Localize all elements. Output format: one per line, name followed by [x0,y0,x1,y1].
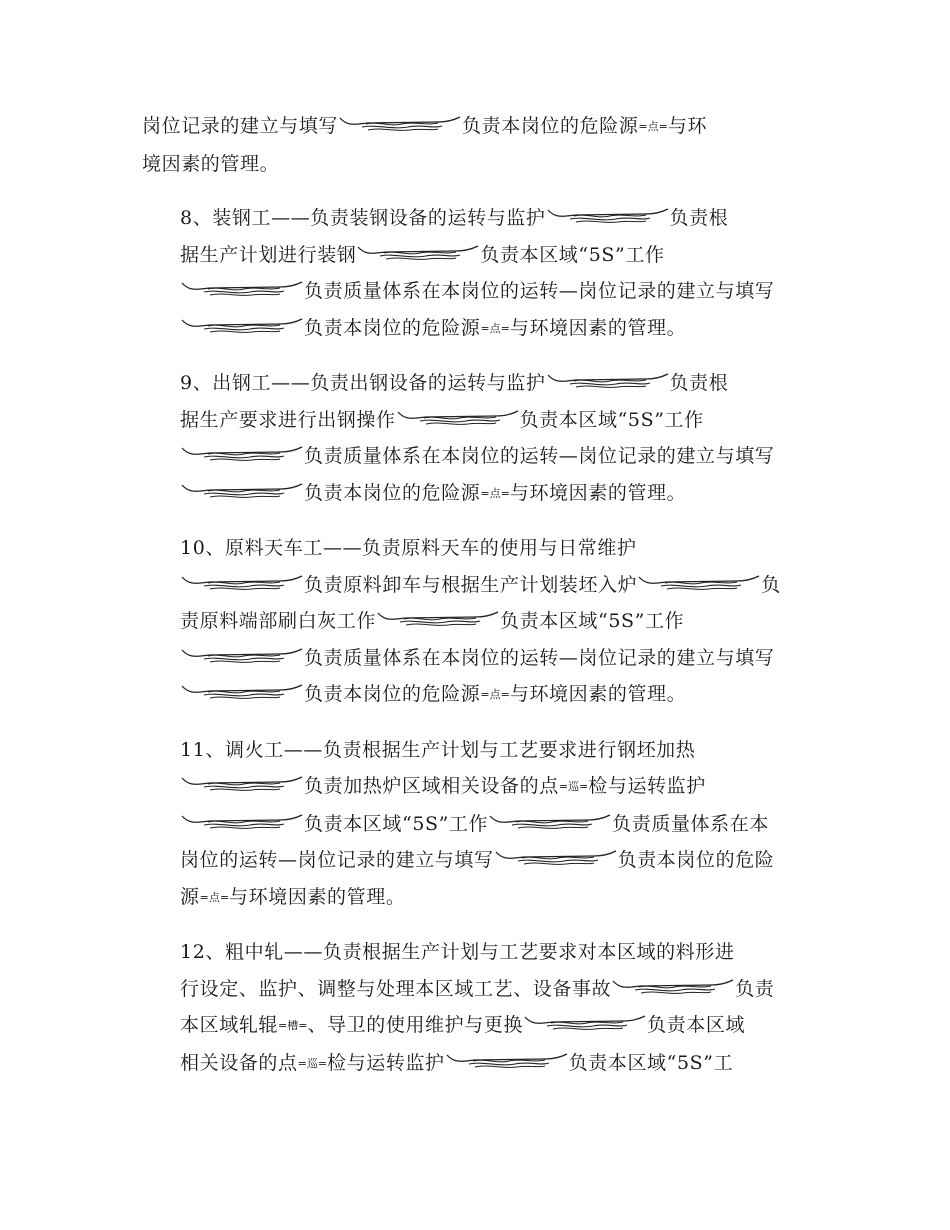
wavy-separator-icon [546,371,670,391]
text-line [142,806,807,843]
text-run: 源 [180,885,200,908]
text-line [142,1007,807,1045]
wavy-separator-icon [180,682,304,702]
text-line [142,146,807,183]
wavy-separator-icon [338,114,462,134]
text-run: 负责本岗位的危险 [617,849,775,871]
text-run: 检与运转监护 [588,775,706,797]
paragraph [142,108,807,182]
paragraph [142,934,807,1082]
text-run: 负责原料卸车与根据生产计划装坯入炉 [304,573,638,596]
text-run: 负责本岗位的危险源 [304,683,481,705]
text-run: 岗位记录的建立与填写 [142,115,339,137]
wavy-separator-icon [180,279,304,299]
text-line [142,237,807,274]
wavy-separator-icon [546,206,670,226]
text-run: 11、调火工——负责根据生产计划与工艺要求进行钢坯加热 [180,738,696,761]
text-run: 与环境因素的管理。 [509,683,687,705]
text-run: 检与运转监护 [327,1051,445,1074]
text-line [142,438,807,475]
text-line [142,640,807,677]
paragraph [142,732,807,917]
inline-marker: =槽= [278,1019,308,1032]
text-run: 境因素的管理。 [142,152,280,175]
text-run: 本区域轧辊 [180,1014,279,1036]
text-run: 行设定、监护、调整与处理本区域工艺、设备事故 [180,977,612,1000]
text-line [142,676,807,714]
wavy-separator-icon [180,573,304,593]
text-run: 负责根 [669,372,729,394]
text-run: 负责本区域“5S”工作 [500,610,685,632]
text-run: 责原料端部刷白灰工作 [180,610,377,632]
text-run: 与环境因素的管理。 [509,481,687,504]
inline-marker: =点= [480,688,510,701]
text-line [142,934,807,971]
text-line [142,365,807,402]
text-run: 与环 [667,115,708,137]
text-line [142,842,807,879]
paragraph [142,530,807,714]
text-run: 据生产要求进行出钢操作 [180,408,396,431]
text-run: 负责质量体系在本岗位的运转—岗位记录的建立与填写 [304,445,775,467]
wavy-separator-icon [180,316,304,336]
text-run: 负责本区域“5S”工 [568,1051,734,1074]
wavy-separator-icon [376,609,500,629]
inline-marker: =点= [480,486,510,500]
inline-marker: =巡= [297,1056,328,1070]
wavy-separator-icon [523,1013,647,1033]
wavy-separator-icon [356,243,480,263]
inline-marker: =点= [480,321,510,335]
text-run: 负责本区域“5S”工作 [480,243,665,266]
paragraph [142,200,807,347]
wavy-separator-icon [396,408,520,428]
text-run: 岗位的运转—岗位记录的建立与填写 [180,849,494,871]
text-run: 负责本区域 [647,1014,746,1036]
inline-marker: =点= [638,120,668,133]
text-line [142,108,807,146]
text-run: 8、装钢工——负责装钢设备的运转与监护 [180,207,546,229]
wavy-separator-icon [445,1051,569,1071]
wavy-separator-icon [180,481,304,501]
text-run: 负责质量体系在本岗位的运转—岗位记录的建立与填写 [304,646,775,669]
text-run: 据生产计划进行装钢 [180,243,357,266]
text-run: 负责本岗位的危险源 [304,481,481,504]
text-line [142,1045,807,1083]
text-line [142,273,807,310]
text-run: 10、原料天车工——负责原料天车的使用与日常维护 [180,537,637,559]
text-line [142,402,807,439]
wavy-separator-icon [637,573,761,593]
text-run: 9、出钢工——负责出钢设备的运转与监护 [180,372,546,394]
text-line [142,603,807,640]
text-line [142,530,807,567]
wavy-separator-icon [180,646,304,666]
text-run: 负责加热炉区域相关设备的点 [304,775,559,797]
inline-marker: =点= [199,890,230,904]
text-line [142,567,807,604]
text-run: 负责根 [669,207,729,229]
inline-marker: =巡= [558,780,589,793]
text-line [142,475,807,513]
text-run: 、导卫的使用维护与更换 [307,1014,524,1036]
wavy-separator-icon [488,812,612,832]
wavy-separator-icon [180,812,304,832]
text-run: 负责质量体系在本 [612,812,769,835]
paragraph [142,365,807,512]
text-run: 12、粗中轧——负责根据生产计划与工艺要求对本区域的料形进 [180,941,735,963]
text-run: 负责本岗位的危险源 [304,316,481,339]
text-run: 负责质量体系在本岗位的运转—岗位记录的建立与填写 [304,280,775,302]
text-line [142,879,807,917]
text-run: 相关设备的点 [180,1051,298,1074]
text-run: 与环境因素的管理。 [229,885,406,908]
text-line [142,732,807,769]
document-body [142,108,807,1100]
text-line [142,200,807,237]
text-run: 与环境因素的管理。 [509,316,687,339]
text-run: 负责本区域“5S”工作 [304,812,489,835]
text-run: 负责本岗位的危险源 [462,115,639,137]
text-run: 负责本区域“5S”工作 [519,408,704,431]
wavy-separator-icon [180,444,304,464]
text-run: 负 [761,573,781,596]
wavy-separator-icon [611,977,735,997]
text-run: 负责 [735,977,775,1000]
text-line [142,768,807,806]
wavy-separator-icon [494,848,618,868]
wavy-separator-icon [180,774,304,794]
text-line [142,971,807,1008]
text-line [142,310,807,348]
